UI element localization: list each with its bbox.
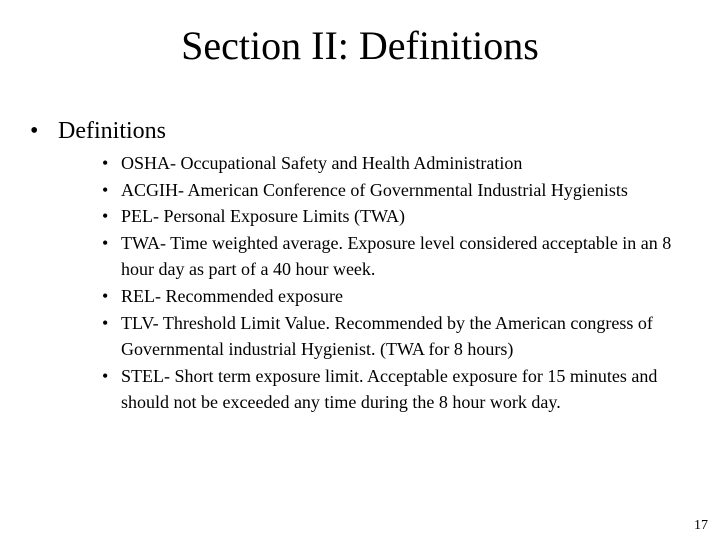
definition-item-pel — [102, 203, 702, 230]
definition-text: ACGIH- American Conference of Governmental Industrial Hygienists — [121, 179, 628, 200]
definition-text: STEL- Short term exposure limit. Acceptable exposure for 15 minutes and should not be exceeded any time during the 8 hour work day. — [121, 365, 658, 413]
definition-text: TWA- Time weighted average. Exposure level considered acceptable in an 8 hour day as part of a 40 hour week. — [121, 232, 672, 280]
slide-title: Section II: Definitions — [181, 23, 539, 68]
bullet-icon: • — [102, 153, 109, 173]
definition-item-twa — [102, 230, 702, 283]
bullet-icon: • — [102, 232, 109, 253]
definition-item-acgih — [102, 177, 702, 204]
definition-item-osha — [102, 150, 702, 177]
bullet-icon: • — [30, 118, 39, 144]
definition-text: TLV- Threshold Limit Value. Recommended by the American congress of Governmental industrial Hygienist. (TWA for 8 hours) — [121, 312, 653, 360]
definition-text: PEL- Personal Exposure Limits (TWA) — [121, 206, 405, 227]
main-bullet — [30, 116, 166, 146]
bullet-icon: • — [102, 365, 109, 386]
definition-text: OSHA- Occupational Safety and Health Administration — [121, 153, 523, 173]
page-number: 17 — [694, 518, 708, 533]
definitions-list — [102, 150, 702, 416]
definition-item-tlv — [102, 310, 702, 363]
definition-text: REL- Recommended exposure — [121, 285, 343, 306]
bullet-icon: • — [102, 285, 109, 306]
bullet-icon: • — [102, 312, 109, 333]
definition-item-rel — [102, 283, 702, 310]
main-bullet-label: Definitions — [58, 118, 166, 144]
definition-item-stel — [102, 363, 702, 416]
bullet-icon: • — [102, 206, 109, 227]
bullet-icon: • — [102, 179, 109, 200]
